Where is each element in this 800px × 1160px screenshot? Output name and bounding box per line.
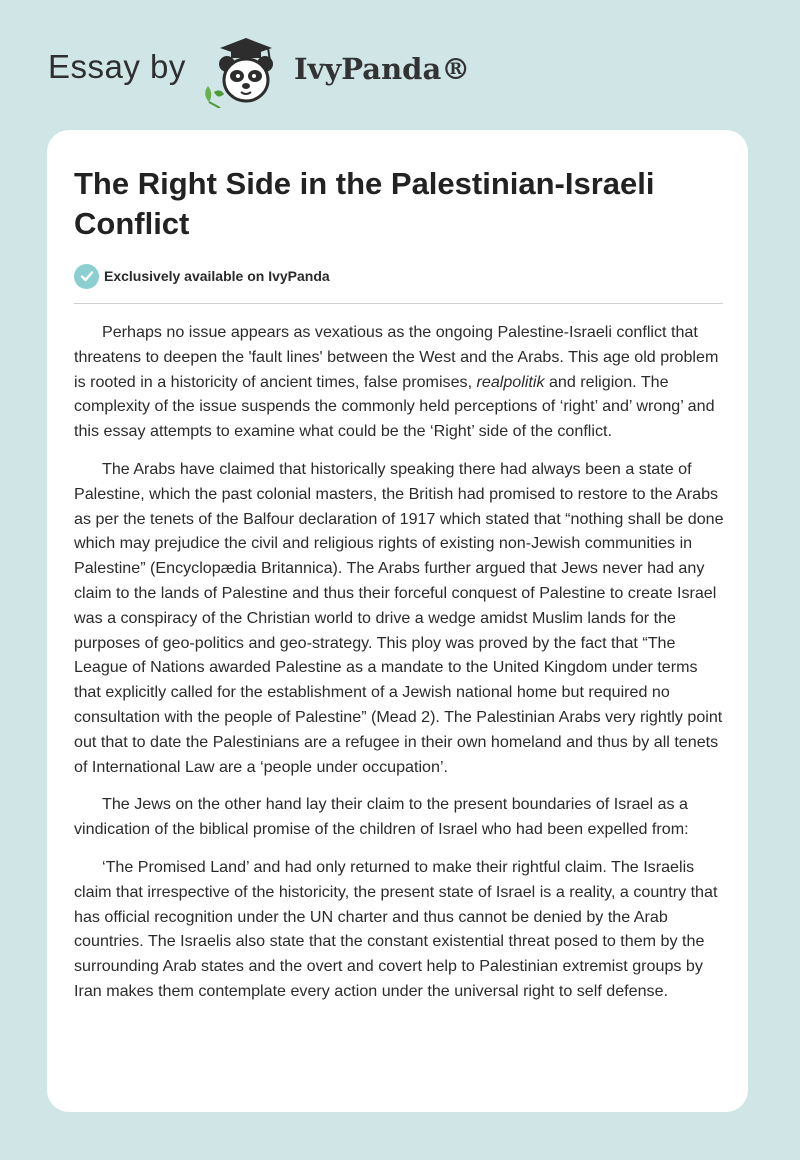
paragraph-1-text-start: Perhaps no issue appears as vexatious as the ongoing Palestine-Israeli conflict that threatens to deepen the 'fault lines' between the West and the Arabs. This age old problem is rooted in a historicity of ancient times, false promises, [74, 323, 719, 391]
essay-paragraph-2: The Arabs have claimed that historically speaking there had always been a state of Palestine, which the past colonial masters, the British had promised to restore to the Arabs as per the tenets of the Balfour declaration of 1917 which stated that “nothing shall be done which may prejudice the civil and religious rights of existing non-Jewish communities in Palestine” (Encyclopædia Britannica). The Arabs further argued that Jews never had any claim to the lands of Palestine and thus their forceful conquest of Palestine to create Israel was a conspiracy of the Christian world to drive a wedge amidst Muslim lands for the purposes of geo-politics and geo-strategy. This ploy was proved by the fact that “The League of Nations awarded Palestine as a mandate to the United Kingdom under terms that explicitly called for the establishment of a Jewish national home but required no consultation with the people of Palestine” (Mead 2). The Palestinian Arabs very rightly point out that to date the Palestinians are a refugee in their own homeland and thus by all tenets of International Law are a ‘people under occupation’. [74, 459, 724, 776]
paragraph-1-text-end: and religion. The complexity of the issue suspends the commonly held perceptions of ‘right’ and’ wrong’ and this essay attempts to examine what could be the ‘Right’ side of the conflict. [74, 372, 715, 441]
essay-body [74, 320, 726, 1017]
paragraph-1-emphasis: realpolitik [476, 372, 545, 391]
panda-logo-icon[interactable] [200, 34, 292, 108]
site-header [48, 34, 508, 108]
title-divider [74, 303, 723, 304]
essay-paragraph-1 [74, 320, 726, 444]
exclusive-badge [74, 263, 330, 289]
exclusive-badge-label: Exclusively available on IvyPanda [104, 268, 330, 284]
ivypanda-brand-name[interactable]: IvyPanda® [294, 52, 471, 86]
essay-paragraph-3: The Jews on the other hand lay their claim to the present boundaries of Israel as a vindication of the biblical promise of the children of Israel who had been expelled from: [74, 795, 689, 839]
essay-title: The Right Side in the Palestinian-Israeli Conflict [74, 166, 655, 241]
essay-card [47, 130, 748, 1112]
essay-paragraph-4: ‘The Promised Land’ and had only returned to make their rightful claim. The Israelis claim that irrespective of the historicity, the present state of Israel is a reality, a country that has official recognition under the UN charter and thus cannot be denied by the Arab countries. The Israelis also state that the constant existential threat posed to them by the surrounding Arab states and the overt and covert help to Palestinian extremist groups by Iran makes them contemplate every action under the universal right to self defense. [74, 857, 718, 1000]
check-icon [74, 264, 99, 289]
essay-by-label: Essay by [48, 48, 186, 85]
